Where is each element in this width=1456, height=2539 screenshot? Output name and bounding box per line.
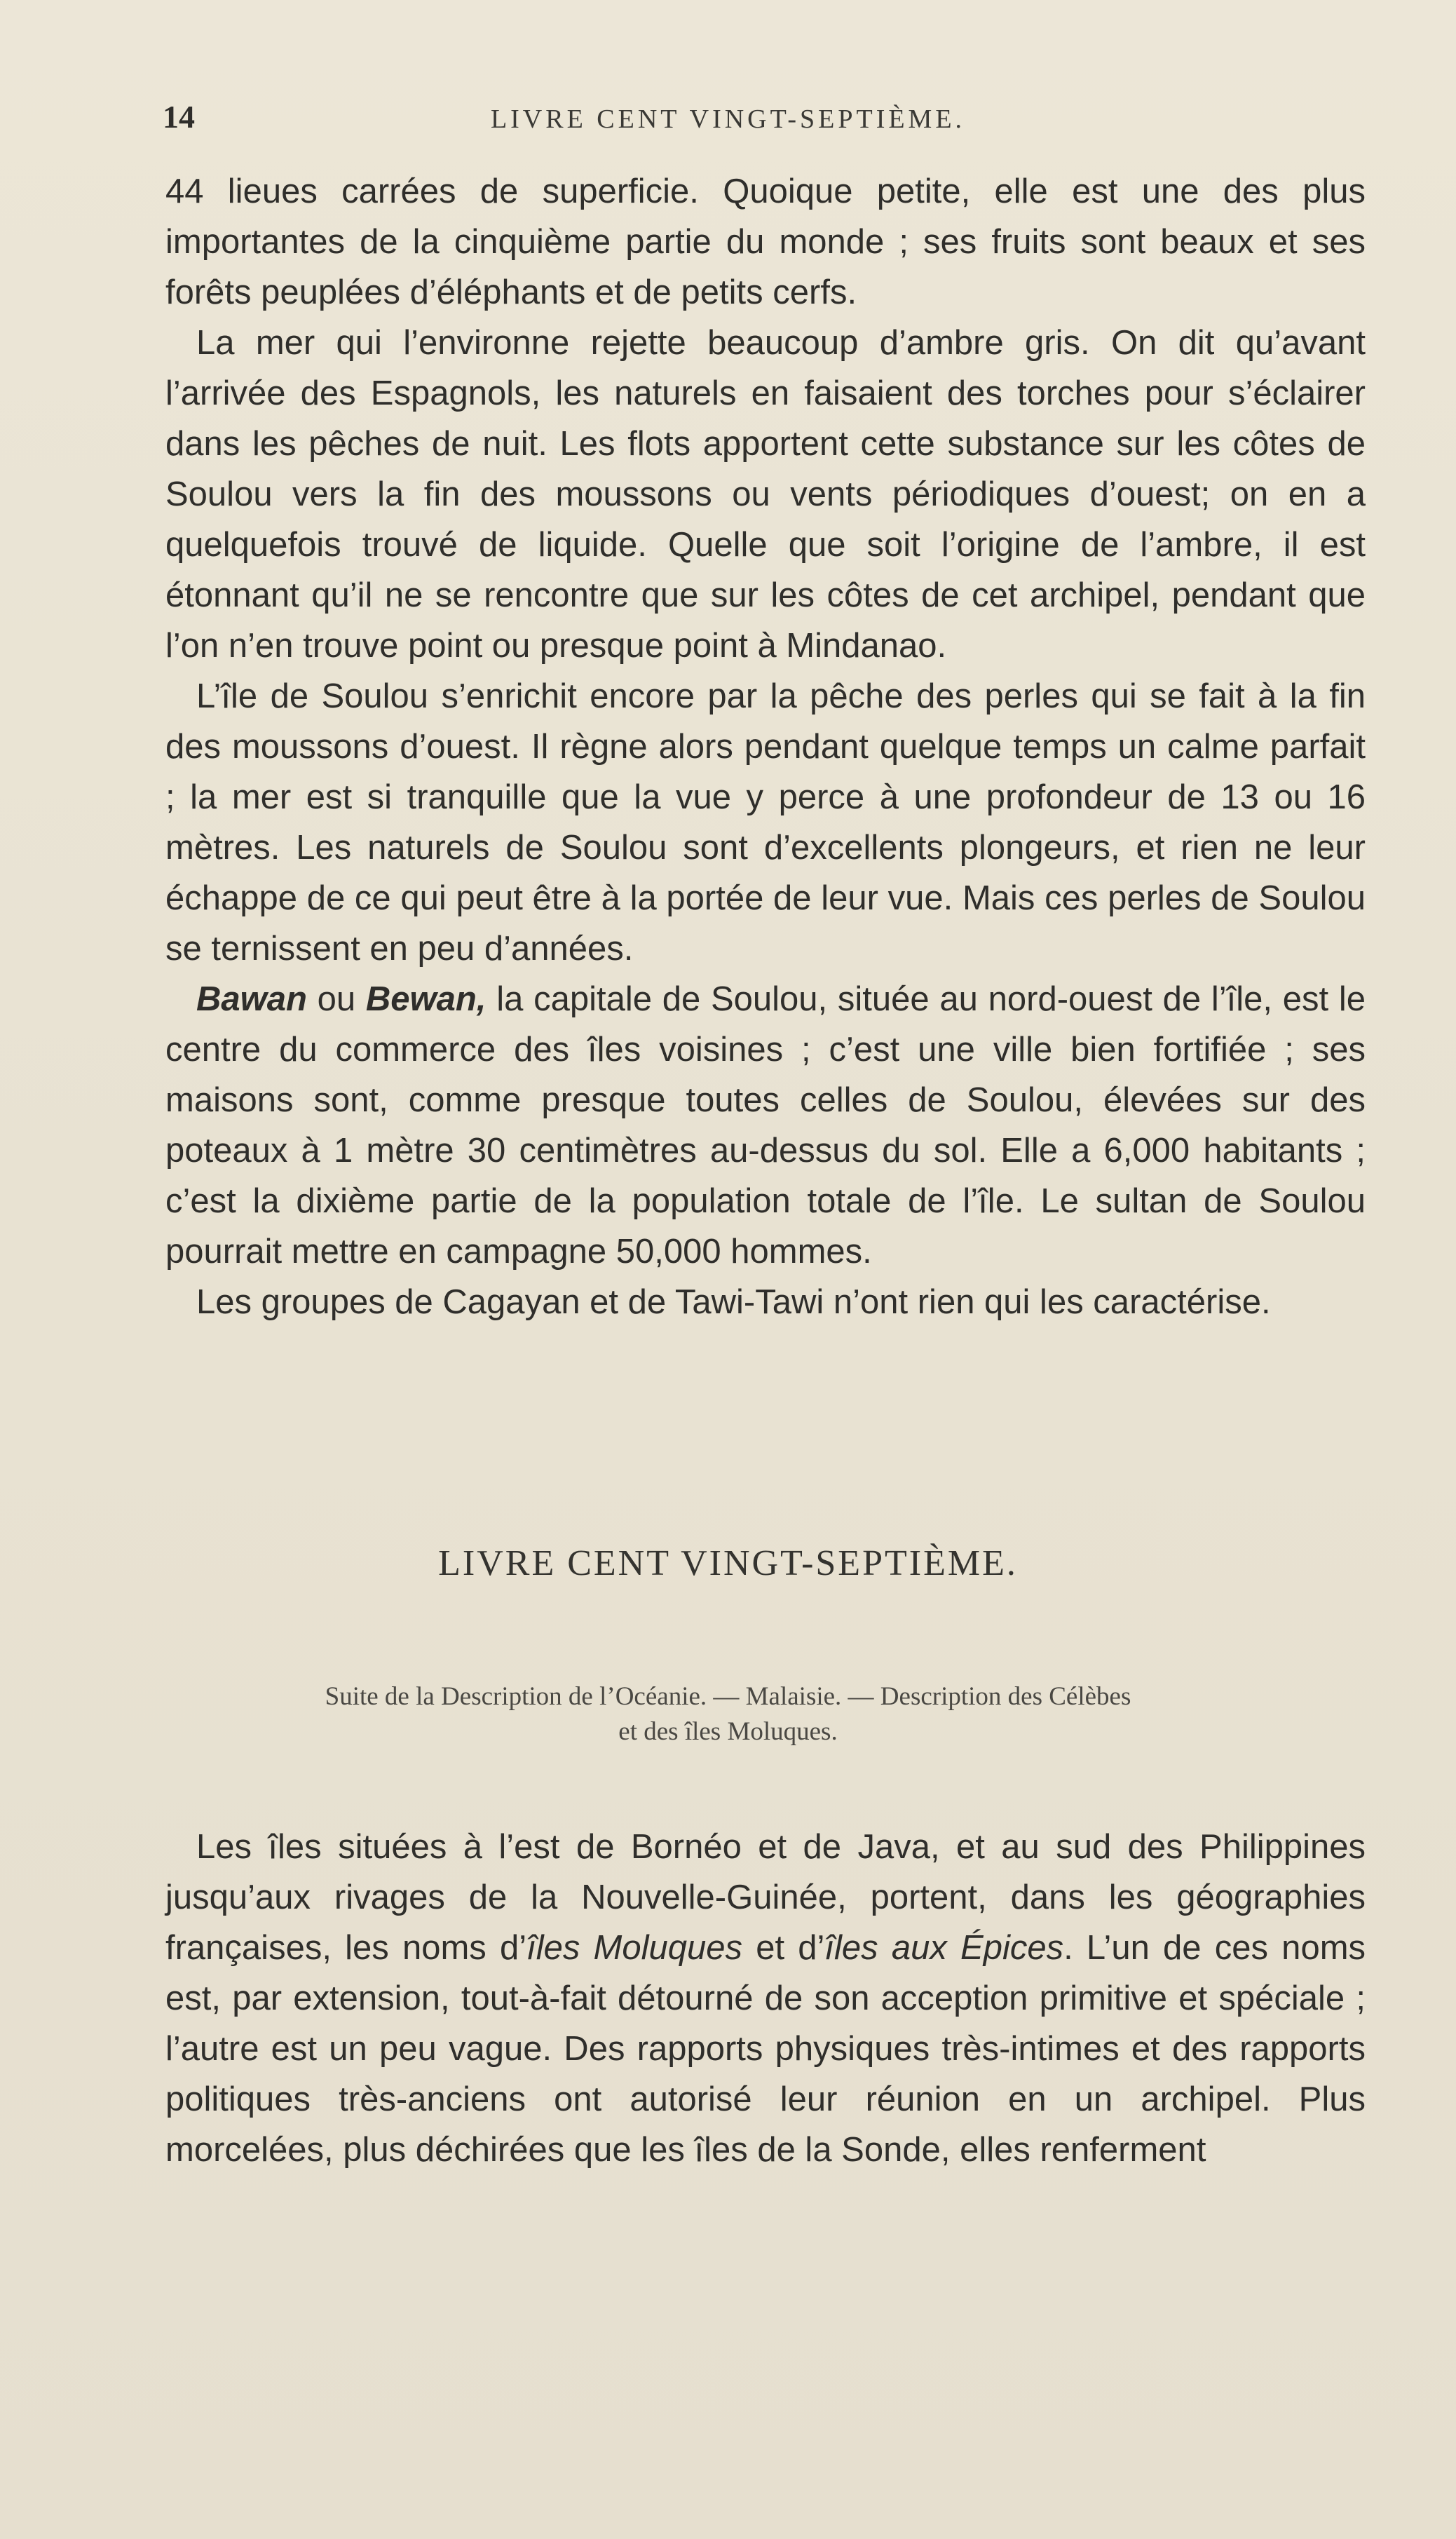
paragraph-5: Les groupes de Cagayan et de Tawi-Tawi n’ont rien qui les caractérise.	[196, 1283, 1271, 1321]
chapter-summary	[0, 1679, 1456, 1749]
paragraph-2: La mer qui l’environne rejette beaucoup d’ambre gris. On dit qu’avant l’arrivée des Espagnols, les naturels en faisaient des torches pour s’éclairer dans les pêches de nuit. Les flots apportent cette substance sur les côtes de Soulou vers la fin des moussons ou vents périodiques d’ouest; on en a quelquefois trouvé de liquide. Quelle que soit l’origine de l’ambre, il est étonnant qu’il ne se rencontre que sur les côtes de cet archipel, pendant que l’on n’en trouve point ou presque point à Mindanao.	[165, 324, 1366, 665]
paragraph-1: 44 lieues carrées de superficie. Quoique petite, elle est une des plus importantes de la cinquième partie du monde ; ses fruits sont beaux et ses forêts peuplées d’éléphants et de petits cerfs.	[165, 172, 1366, 311]
conjunction: ou	[306, 980, 366, 1018]
paragraph-3: L’île de Soulou s’enrichit encore par la pêche des perles qui se fait à la fin des moussons d’ouest. Il règne alors pendant quelque temps un calme parfait ; la mer est si tranquille que la vue y perce à une profondeur de 13 ou 16 mètres. Les naturels de Soulou sont d’excellents plongeurs, et rien ne leur échappe de ce qui peut être à la portée de leur vue. Mais ces perles de Soulou se ternissent en peu d’années.	[165, 677, 1366, 968]
chapter-summary-line-1: Suite de la Description de l’Océanie. — Malaisie. — Description des Célèbes	[325, 1682, 1131, 1711]
paragraph-6-text-c: . L’un de ces noms est, par extension, tout-à-fait détourné de son acception primitive et spéciale ; l’autre est un peu vague. Des rapports physiques très-intimes et des rapports politiques très-anciens ont autorisé leur réunion en un archipel. Plus morcelées, plus déchirées que les îles de la Sonde, elles renferment	[165, 1929, 1366, 2169]
place-name-bewan: Bewan,	[365, 980, 487, 1018]
paragraph-6-text-a: Les îles situées à l’est de Bornéo et de Java, et au sud des Philippines jusqu’aux rivages de la Nouvelle-Guinée, portent, dans les géographies françaises, les noms d’	[165, 1828, 1366, 1967]
text-block-upper	[165, 166, 1366, 1327]
chapter-summary-line-2: et des îles Moluques.	[618, 1717, 838, 1746]
running-head	[0, 98, 1456, 140]
running-title: LIVRE CENT VINGT-SEPTIÈME.	[490, 104, 966, 134]
term-iles-aux-epices: îles aux Épices	[824, 1929, 1064, 1967]
page-number: 14	[163, 99, 195, 135]
text-block-lower	[165, 1822, 1366, 2175]
chapter-title: LIVRE CENT VINGT-SEPTIÈME.	[438, 1543, 1018, 1583]
paragraph-6-text-b: et d’	[742, 1929, 825, 1967]
term-iles-moluques: îles Moluques	[526, 1929, 743, 1967]
paragraph-4-text: la capitale de Soulou, située au nord-ouest de l’île, est le centre du commerce des îles voisines ; c’est une ville bien fortifiée ; ses maisons sont, comme presque toutes celles de Soulou, élevées sur des poteaux à 1 mètre 30 centimètres au-dessus du sol. Elle a 6,000 habitants ; c’est la dixième partie de la population totale de l’île. Le sultan de Soulou pourrait mettre en campagne 50,000 hommes.	[165, 980, 1366, 1271]
place-name-bawan: Bawan	[196, 980, 307, 1018]
paragraph-6	[165, 1822, 1366, 2175]
paragraph-4	[165, 974, 1366, 1277]
